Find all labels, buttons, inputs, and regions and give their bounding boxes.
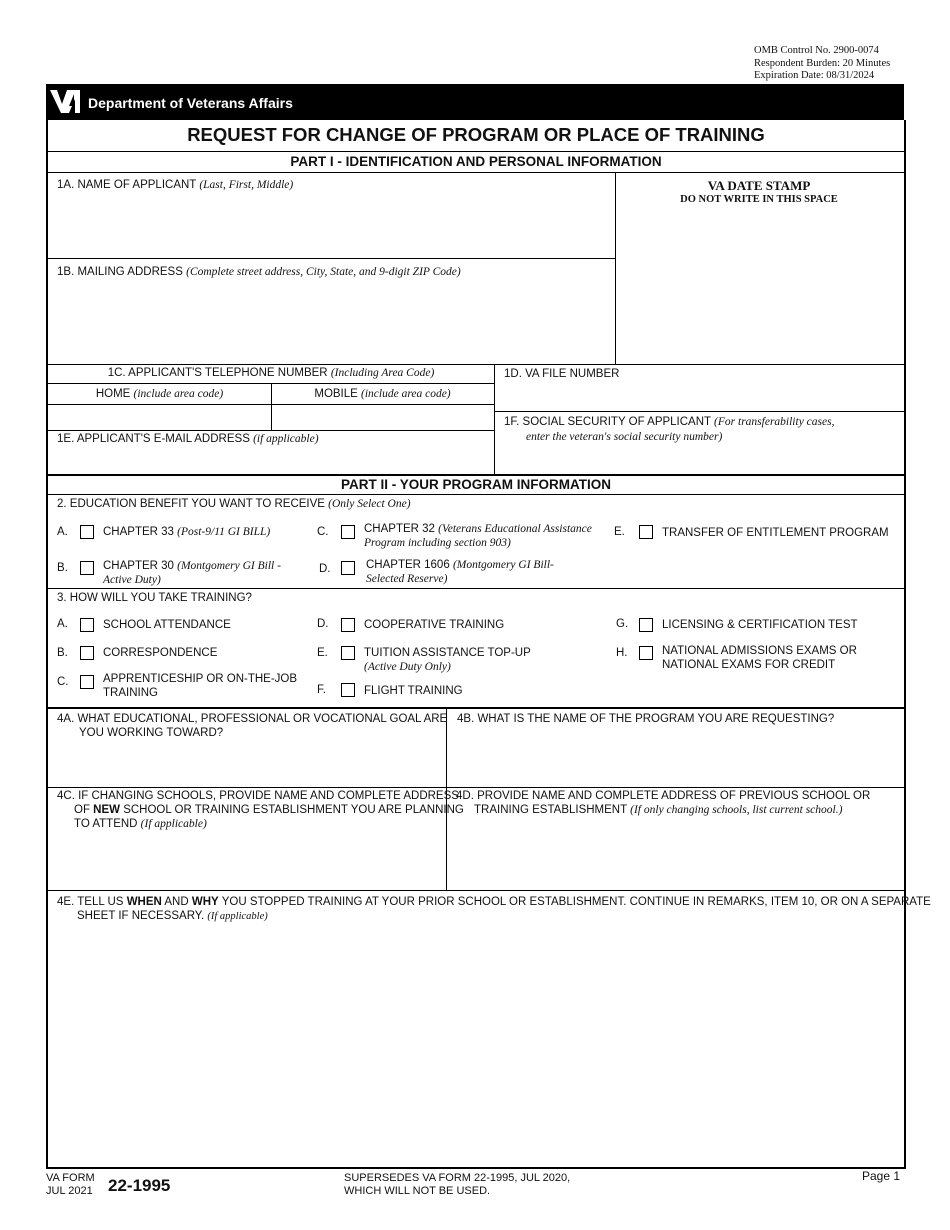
- footer-form-id: [46, 1172, 95, 1198]
- q3-flight-checkbox[interactable]: [341, 683, 355, 697]
- q3-licensing-checkbox[interactable]: [639, 618, 653, 632]
- q2-b-letter: B.: [57, 562, 68, 574]
- va-logo: [49, 88, 81, 115]
- q3-a-letter: A.: [57, 618, 68, 630]
- q4b-field[interactable]: [452, 730, 898, 784]
- mobile-phone-field[interactable]: [273, 406, 492, 428]
- q2-chapter32-label: CHAPTER 32 (Veterans Educational Assistance Program including section 903): [364, 523, 592, 549]
- q3-correspondence-checkbox[interactable]: [80, 646, 94, 660]
- omb-info: [754, 45, 890, 83]
- q3-cooperative-checkbox[interactable]: [341, 618, 355, 632]
- footer-form-number: 22-1995: [108, 1176, 171, 1195]
- q2-transfer-checkbox[interactable]: [639, 525, 653, 539]
- form-title: REQUEST FOR CHANGE OF PROGRAM OR PLACE OF TRAINING: [187, 124, 765, 145]
- q3-e-letter: E.: [317, 647, 328, 659]
- q3-tuition-topup-label: TUITION ASSISTANCE TOP-UP (Active Duty Only): [364, 647, 531, 673]
- q3-h-letter: H.: [616, 647, 628, 659]
- omb-control: OMB Control No. 2900-0074: [754, 45, 879, 56]
- q3-f-letter: F.: [317, 684, 326, 696]
- q3-apprenticeship-label: APPRENTICESHIP OR ON-THE-JOB TRAINING: [103, 673, 298, 699]
- q2-a-letter: A.: [57, 526, 68, 538]
- q3-d-letter: D.: [317, 618, 329, 630]
- q3-g-letter: G.: [616, 618, 629, 630]
- q2-e-letter: E.: [614, 526, 625, 538]
- expiration-date: Expiration Date: 08/31/2024: [754, 70, 875, 81]
- q2-chapter30-label: CHAPTER 30 (Montgomery GI Bill - Active Duty): [103, 560, 281, 586]
- q4c-field[interactable]: [52, 834, 442, 886]
- home-phone-field[interactable]: [50, 406, 269, 428]
- q2-label: 2. EDUCATION BENEFIT YOU WANT TO RECEIVE (Only Select One): [57, 498, 411, 510]
- q2-chapter32-checkbox[interactable]: [341, 525, 355, 539]
- q3-cooperative-label: COOPERATIVE TRAINING: [364, 619, 505, 631]
- q3-flight-label: FLIGHT TRAINING: [364, 685, 463, 697]
- q4d-field[interactable]: [452, 820, 898, 886]
- q3-national-exams-checkbox[interactable]: [639, 646, 653, 660]
- ssn-hint: enter the veteran's social security number): [526, 431, 723, 443]
- q3-school-attendance-label: SCHOOL ATTENDANCE: [103, 619, 231, 631]
- name-label: 1A. NAME OF APPLICANT (Last, First, Middle): [57, 179, 294, 191]
- agency-name: Department of Veterans Affairs: [88, 95, 293, 111]
- q4d-label: 4D. PROVIDE NAME AND COMPLETE ADDRESS OF PREVIOUS SCHOOL OR TRAINING ESTABLISHMENT (If only changing schools, list current school.): [456, 790, 871, 816]
- footer-date: JUL 2021: [46, 1185, 93, 1197]
- q4c-label: 4C. IF CHANGING SCHOOLS, PROVIDE NAME AND COMPLETE ADDRESS OF NEW SCHOOL OR TRAINING ESTABLISHMENT YOU ARE PLANNING TO ATTEND (If applicable): [57, 790, 464, 830]
- q2-chapter30-checkbox[interactable]: [80, 561, 94, 575]
- q4b-label: 4B. WHAT IS THE NAME OF THE PROGRAM YOU ARE REQUESTING?: [457, 713, 835, 725]
- name-field[interactable]: [52, 195, 612, 255]
- q2-d-letter: D.: [319, 563, 331, 575]
- q4a-label: 4A. WHAT EDUCATIONAL, PROFESSIONAL OR VOCATIONAL GOAL ARE YOU WORKING TOWARD?: [57, 713, 448, 739]
- stamp-note: DO NOT WRITE IN THIS SPACE: [680, 194, 838, 205]
- email-label: 1E. APPLICANT'S E-MAIL ADDRESS (if applicable): [57, 433, 319, 445]
- home-phone-label: HOME (include area code): [95, 388, 224, 400]
- agency-header: [46, 84, 904, 120]
- address-field[interactable]: [52, 282, 612, 360]
- part2-title: PART II - YOUR PROGRAM INFORMATION: [341, 477, 611, 492]
- ssn-field[interactable]: [498, 448, 898, 470]
- ssn-label: 1F. SOCIAL SECURITY OF APPLICANT (For transferability cases,: [504, 416, 835, 428]
- q3-tuition-topup-checkbox[interactable]: [341, 646, 355, 660]
- part1-title: PART I - IDENTIFICATION AND PERSONAL INFORMATION: [290, 154, 662, 169]
- q2-chapter1606-label: CHAPTER 1606 (Montgomery GI Bill- Selected Reserve): [366, 559, 554, 585]
- q2-chapter33-checkbox[interactable]: [80, 525, 94, 539]
- address-label: 1B. MAILING ADDRESS (Complete street address, City, State, and 9-digit ZIP Code): [57, 266, 461, 278]
- q4e-label: 4E. TELL US WHEN AND WHY YOU STOPPED TRAINING AT YOUR PRIOR SCHOOL OR ESTABLISHMENT. CONTINUE IN REMARKS, ITEM 10, OR ON A SEPARATE SHEET IF NECESSARY. (If applicable): [57, 896, 931, 922]
- q4e-field[interactable]: [52, 930, 898, 1162]
- q3-school-attendance-checkbox[interactable]: [80, 618, 94, 632]
- file-number-field[interactable]: [498, 384, 898, 408]
- q3-c-letter: C.: [57, 676, 69, 688]
- q2-chapter33-label: CHAPTER 33 (Post-9/11 GI BILL): [103, 526, 271, 538]
- q2-chapter1606-checkbox[interactable]: [341, 561, 355, 575]
- footer-page-number: Page 1: [862, 1169, 901, 1183]
- q2-c-letter: C.: [317, 526, 329, 538]
- q3-correspondence-label: CORRESPONDENCE: [103, 647, 218, 659]
- q3-label: 3. HOW WILL YOU TAKE TRAINING?: [57, 592, 252, 604]
- footer-va-form: VA FORM: [46, 1172, 95, 1184]
- q3-licensing-label: LICENSING & CERTIFICATION TEST: [662, 619, 858, 631]
- respondent-burden: Respondent Burden: 20 Minutes: [754, 57, 891, 69]
- email-field[interactable]: [52, 448, 490, 470]
- stamp-title: VA DATE STAMP: [707, 178, 811, 193]
- file-number-label: 1D. VA FILE NUMBER: [504, 368, 620, 380]
- q3-national-exams-label: NATIONAL ADMISSIONS EXAMS OR NATIONAL EXAMS FOR CREDIT: [662, 645, 857, 671]
- mobile-phone-label: MOBILE (include area code): [314, 388, 451, 400]
- q4a-field[interactable]: [52, 742, 442, 784]
- phone-label: 1C. APPLICANT'S TELEPHONE NUMBER (Including Area Code): [107, 367, 435, 379]
- q3-b-letter: B.: [57, 647, 68, 659]
- footer-supersedes: SUPERSEDES VA FORM 22-1995, JUL 2020, WHICH WILL NOT BE USED.: [344, 1172, 571, 1197]
- q2-transfer-label: TRANSFER OF ENTITLEMENT PROGRAM: [662, 527, 889, 539]
- q3-apprenticeship-checkbox[interactable]: [80, 675, 94, 689]
